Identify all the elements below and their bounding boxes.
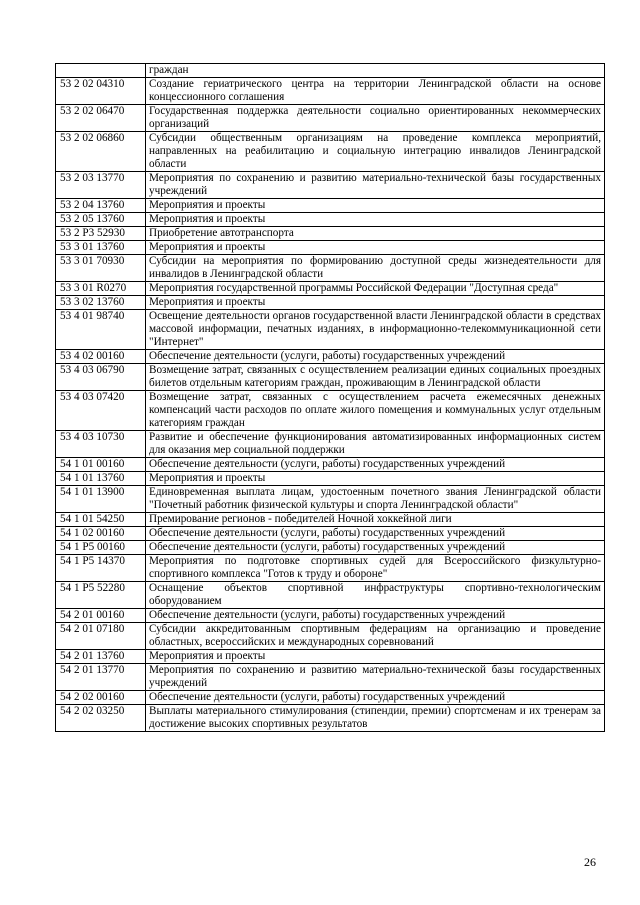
row-code: 53 2 04 13760 bbox=[56, 199, 146, 213]
table-row bbox=[56, 296, 605, 310]
row-code: 53 2 02 06470 bbox=[56, 105, 146, 132]
table-row bbox=[56, 350, 605, 364]
row-code: 53 4 02 00160 bbox=[56, 350, 146, 364]
document-page bbox=[55, 63, 605, 732]
row-description: Создание гериатрического центра на территории Ленинградской области на основе концессионного соглашения bbox=[146, 78, 605, 105]
row-description: Государственная поддержка деятельности социально ориентированных некоммерческих организаций bbox=[146, 105, 605, 132]
row-description: Обеспечение деятельности (услуги, работы) государственных учреждений bbox=[146, 350, 605, 364]
row-code: 53 2 05 13760 bbox=[56, 213, 146, 227]
row-code: 53 3 01 70930 bbox=[56, 255, 146, 282]
table-row bbox=[56, 64, 605, 78]
table-row bbox=[56, 172, 605, 199]
table-row bbox=[56, 691, 605, 705]
row-description: Обеспечение деятельности (услуги, работы) государственных учреждений bbox=[146, 541, 605, 555]
row-code: 53 4 03 07420 bbox=[56, 391, 146, 431]
row-code: 54 1 01 00160 bbox=[56, 458, 146, 472]
table-row bbox=[56, 213, 605, 227]
row-code: 53 4 03 10730 bbox=[56, 431, 146, 458]
table-row bbox=[56, 609, 605, 623]
page-number: 26 bbox=[584, 855, 596, 869]
table-row bbox=[56, 310, 605, 350]
table-row bbox=[56, 650, 605, 664]
row-description: Мероприятия по сохранению и развитию материально-технической базы государственных учреждений bbox=[146, 664, 605, 691]
row-description: Оснащение объектов спортивной инфраструктуры спортивно-технологическим оборудованием bbox=[146, 582, 605, 609]
row-description: Развитие и обеспечение функционирования автоматизированных информационных систем для оказания мер социальной поддержки bbox=[146, 431, 605, 458]
row-description: Приобретение автотранспорта bbox=[146, 227, 605, 241]
row-code: 53 3 01 13760 bbox=[56, 241, 146, 255]
row-code: 54 2 01 00160 bbox=[56, 609, 146, 623]
row-code: 53 3 02 13760 bbox=[56, 296, 146, 310]
row-description: Мероприятия и проекты bbox=[146, 296, 605, 310]
row-description: Премирование регионов - победителей Ночной хоккейной лиги bbox=[146, 513, 605, 527]
row-description: Мероприятия и проекты bbox=[146, 199, 605, 213]
row-description: Мероприятия и проекты bbox=[146, 472, 605, 486]
row-code: 54 1 02 00160 bbox=[56, 527, 146, 541]
row-code bbox=[56, 64, 146, 78]
table-row bbox=[56, 582, 605, 609]
table-row bbox=[56, 541, 605, 555]
row-description: Мероприятия государственной программы Российской Федерации "Доступная среда" bbox=[146, 282, 605, 296]
table-row bbox=[56, 623, 605, 650]
row-code: 53 2 P3 52930 bbox=[56, 227, 146, 241]
row-code: 53 2 02 06860 bbox=[56, 132, 146, 172]
row-code: 53 4 03 06790 bbox=[56, 364, 146, 391]
row-code: 54 1 P5 00160 bbox=[56, 541, 146, 555]
table-row bbox=[56, 227, 605, 241]
row-description: Мероприятия и проекты bbox=[146, 650, 605, 664]
row-description: Обеспечение деятельности (услуги, работы) государственных учреждений bbox=[146, 527, 605, 541]
table-row bbox=[56, 555, 605, 582]
row-description: Субсидии общественным организациям на проведение комплекса мероприятий, направленных на реабилитацию и социальную интеграцию инвалидов Ленинградской области bbox=[146, 132, 605, 172]
table-row bbox=[56, 105, 605, 132]
table-row bbox=[56, 664, 605, 691]
row-code: 54 2 01 13770 bbox=[56, 664, 146, 691]
row-description: Обеспечение деятельности (услуги, работы) государственных учреждений bbox=[146, 458, 605, 472]
table-row bbox=[56, 282, 605, 296]
row-description: Выплаты материального стимулирования (стипендии, премии) спортсменам и их тренерам за достижение высоких спортивных результатов bbox=[146, 705, 605, 732]
table-row bbox=[56, 132, 605, 172]
row-description: Субсидии на мероприятия по формированию доступной среды жизнедеятельности для инвалидов в Ленинградской области bbox=[146, 255, 605, 282]
row-description: Возмещение затрат, связанных с осуществлением реализации единых социальных проездных билетов отдельным категориям граждан, проживающим в Ленинградской области bbox=[146, 364, 605, 391]
row-description: Субсидии аккредитованным спортивным федерациям на организацию и проведение областных, всероссийских и международных соревнований bbox=[146, 623, 605, 650]
budget-codes-table bbox=[55, 63, 605, 732]
row-code: 54 1 01 13760 bbox=[56, 472, 146, 486]
row-code: 54 1 01 13900 bbox=[56, 486, 146, 513]
row-description: Мероприятия по сохранению и развитию материально-технической базы государственных учреждений bbox=[146, 172, 605, 199]
table-row bbox=[56, 241, 605, 255]
row-description: Мероприятия и проекты bbox=[146, 213, 605, 227]
table-row bbox=[56, 472, 605, 486]
row-description: Обеспечение деятельности (услуги, работы) государственных учреждений bbox=[146, 691, 605, 705]
table-row bbox=[56, 431, 605, 458]
row-code: 53 2 03 13770 bbox=[56, 172, 146, 199]
table-body bbox=[56, 64, 605, 732]
row-description: Единовременная выплата лицам, удостоенным почетного звания Ленинградской области "Почетный работник физической культуры и спорта Ленинградской области" bbox=[146, 486, 605, 513]
row-description: Обеспечение деятельности (услуги, работы) государственных учреждений bbox=[146, 609, 605, 623]
row-code: 53 4 01 98740 bbox=[56, 310, 146, 350]
table-row bbox=[56, 199, 605, 213]
table-row bbox=[56, 458, 605, 472]
row-code: 53 3 01 R0270 bbox=[56, 282, 146, 296]
row-code: 54 2 01 07180 bbox=[56, 623, 146, 650]
row-code: 54 1 P5 52280 bbox=[56, 582, 146, 609]
row-code: 54 2 02 03250 bbox=[56, 705, 146, 732]
row-description: граждан bbox=[146, 64, 605, 78]
row-code: 54 1 01 54250 bbox=[56, 513, 146, 527]
table-row bbox=[56, 364, 605, 391]
table-row bbox=[56, 255, 605, 282]
table-row bbox=[56, 705, 605, 732]
row-code: 54 2 01 13760 bbox=[56, 650, 146, 664]
row-description: Мероприятия и проекты bbox=[146, 241, 605, 255]
table-row bbox=[56, 486, 605, 513]
row-description: Мероприятия по подготовке спортивных судей для Всероссийского физкультурно-спортивного комплекса "Готов к труду и обороне" bbox=[146, 555, 605, 582]
table-row bbox=[56, 513, 605, 527]
row-description: Возмещение затрат, связанных с осуществлением расчета ежемесячных денежных компенсаций части расходов по оплате жилого помещения и коммунальных услуг отдельным категориям граждан bbox=[146, 391, 605, 431]
row-code: 54 1 P5 14370 bbox=[56, 555, 146, 582]
row-code: 54 2 02 00160 bbox=[56, 691, 146, 705]
row-description: Освещение деятельности органов государственной власти Ленинградской области в средствах массовой информации, печатных изданиях, в информационно-телекоммуникационной сети "Интернет" bbox=[146, 310, 605, 350]
table-row bbox=[56, 391, 605, 431]
row-code: 53 2 02 04310 bbox=[56, 78, 146, 105]
table-row bbox=[56, 78, 605, 105]
table-row bbox=[56, 527, 605, 541]
